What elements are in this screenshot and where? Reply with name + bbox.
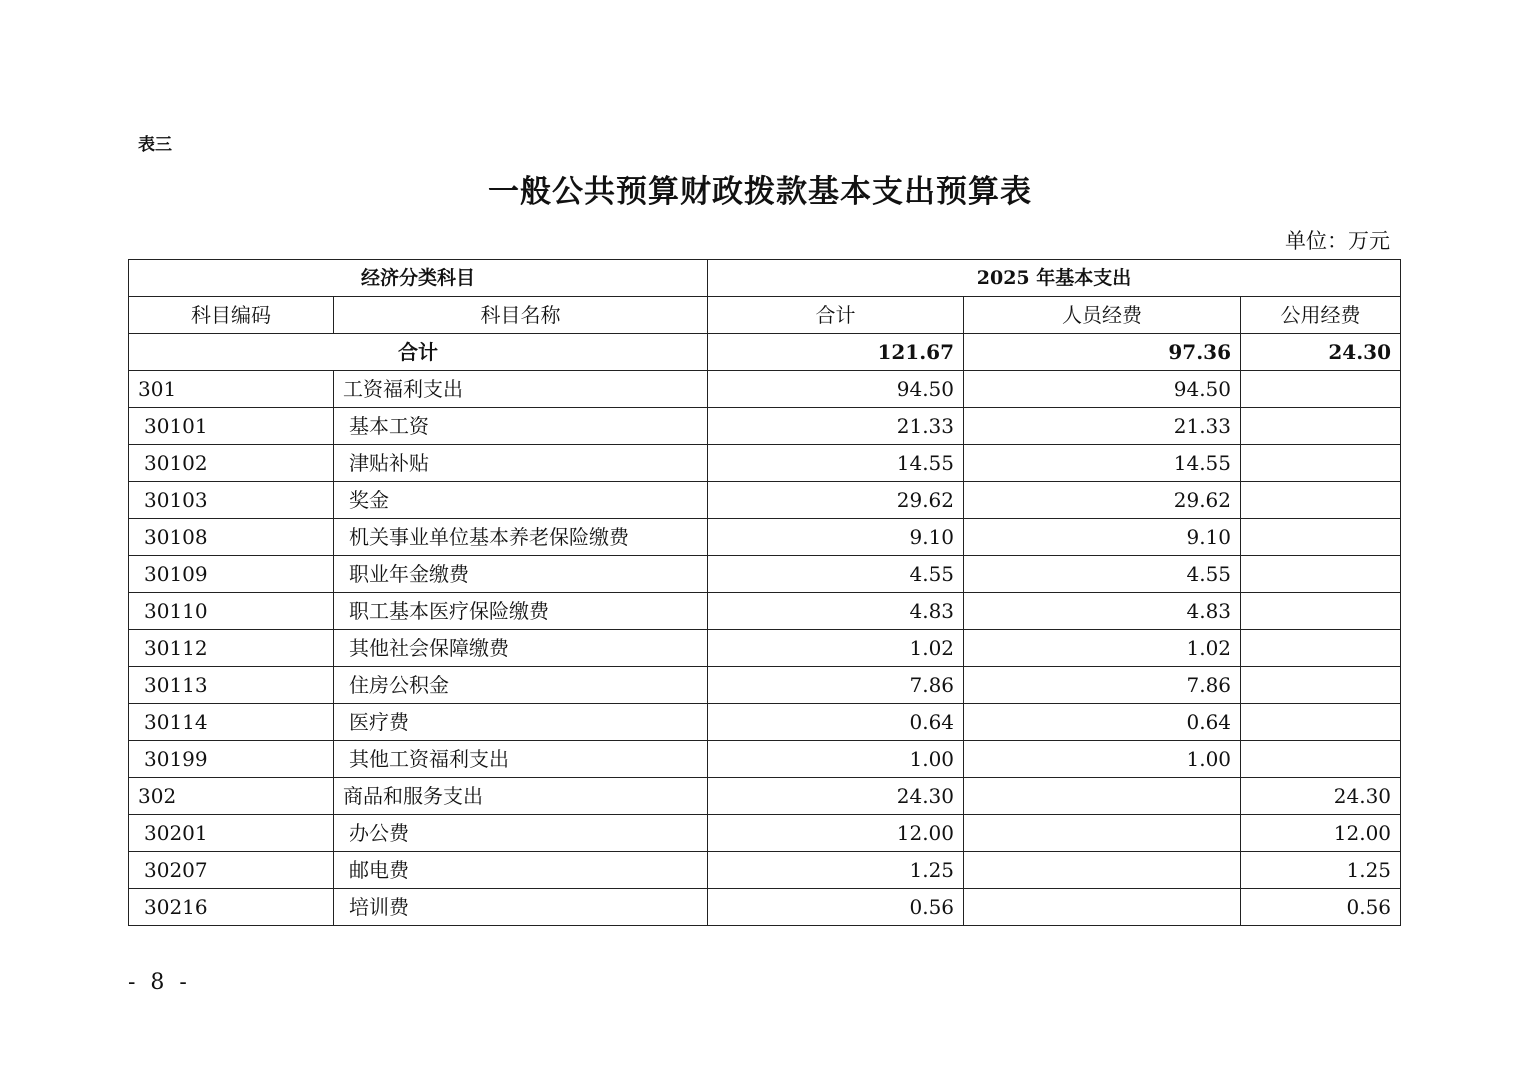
row-code: 302	[129, 778, 334, 815]
row-personnel: 94.50	[964, 371, 1241, 408]
unit-label: 单位：万元	[1285, 229, 1390, 253]
row-name: 职业年金缴费	[334, 556, 708, 593]
header-basic-expenditure-2025: 2025 年基本支出	[708, 260, 1401, 297]
row-total: 4.55	[708, 556, 964, 593]
header-total: 合计	[708, 297, 964, 334]
row-public	[1241, 593, 1401, 630]
row-public	[1241, 445, 1401, 482]
row-name: 其他社会保障缴费	[334, 630, 708, 667]
row-personnel	[964, 778, 1241, 815]
row-public: 24.30	[1241, 778, 1401, 815]
row-public	[1241, 482, 1401, 519]
header-economic-category: 经济分类科目	[129, 260, 708, 297]
row-code: 30112	[129, 630, 334, 667]
table-row	[129, 889, 1401, 926]
row-total: 0.56	[708, 889, 964, 926]
row-total: 4.83	[708, 593, 964, 630]
row-code: 30199	[129, 741, 334, 778]
row-total: 14.55	[708, 445, 964, 482]
row-personnel: 21.33	[964, 408, 1241, 445]
page-title: 一般公共预算财政拨款基本支出预算表	[488, 174, 1032, 210]
table-row	[129, 519, 1401, 556]
page-number: - 8 -	[128, 970, 191, 995]
row-personnel	[964, 852, 1241, 889]
row-name: 其他工资福利支出	[334, 741, 708, 778]
row-public	[1241, 408, 1401, 445]
row-name: 基本工资	[334, 408, 708, 445]
table-row	[129, 741, 1401, 778]
row-public	[1241, 741, 1401, 778]
row-total: 24.30	[708, 778, 964, 815]
row-code: 30101	[129, 408, 334, 445]
row-name: 津贴补贴	[334, 445, 708, 482]
header-columns-row	[129, 297, 1401, 334]
row-code: 30103	[129, 482, 334, 519]
header-subject-code: 科目编码	[129, 297, 334, 334]
row-name: 商品和服务支出	[334, 778, 708, 815]
row-public	[1241, 630, 1401, 667]
table-row	[129, 778, 1401, 815]
row-personnel: 4.83	[964, 593, 1241, 630]
row-total: 1.00	[708, 741, 964, 778]
row-code: 30201	[129, 815, 334, 852]
row-personnel: 29.62	[964, 482, 1241, 519]
table-row	[129, 852, 1401, 889]
header-public-expense: 公用经费	[1241, 297, 1401, 334]
total-row	[129, 334, 1401, 371]
row-name: 培训费	[334, 889, 708, 926]
header-subject-name: 科目名称	[334, 297, 708, 334]
row-personnel	[964, 815, 1241, 852]
table-row	[129, 815, 1401, 852]
row-personnel: 0.64	[964, 704, 1241, 741]
total-row-label: 合计	[129, 334, 708, 371]
table-row	[129, 630, 1401, 667]
table-row	[129, 445, 1401, 482]
row-public	[1241, 519, 1401, 556]
table-row	[129, 704, 1401, 741]
row-total: 94.50	[708, 371, 964, 408]
row-total: 9.10	[708, 519, 964, 556]
row-personnel: 7.86	[964, 667, 1241, 704]
row-name: 办公费	[334, 815, 708, 852]
row-name: 医疗费	[334, 704, 708, 741]
row-name: 奖金	[334, 482, 708, 519]
row-personnel: 9.10	[964, 519, 1241, 556]
row-public	[1241, 667, 1401, 704]
row-code: 30114	[129, 704, 334, 741]
row-code: 30113	[129, 667, 334, 704]
row-public	[1241, 371, 1401, 408]
table-row	[129, 593, 1401, 630]
budget-table	[128, 259, 1401, 926]
row-public: 1.25	[1241, 852, 1401, 889]
row-name: 机关事业单位基本养老保险缴费	[334, 519, 708, 556]
row-public: 12.00	[1241, 815, 1401, 852]
table-label: 表三	[138, 135, 172, 155]
row-public	[1241, 556, 1401, 593]
table-row	[129, 408, 1401, 445]
row-personnel: 4.55	[964, 556, 1241, 593]
row-personnel: 14.55	[964, 445, 1241, 482]
row-total: 0.64	[708, 704, 964, 741]
header-group-row	[129, 260, 1401, 297]
row-total: 29.62	[708, 482, 964, 519]
row-code: 301	[129, 371, 334, 408]
row-code: 30102	[129, 445, 334, 482]
row-personnel: 1.02	[964, 630, 1241, 667]
table-row	[129, 371, 1401, 408]
row-name: 住房公积金	[334, 667, 708, 704]
row-code: 30108	[129, 519, 334, 556]
table-row	[129, 482, 1401, 519]
row-name: 职工基本医疗保险缴费	[334, 593, 708, 630]
table-row	[129, 556, 1401, 593]
row-public	[1241, 704, 1401, 741]
row-public: 0.56	[1241, 889, 1401, 926]
row-total: 1.02	[708, 630, 964, 667]
row-code: 30109	[129, 556, 334, 593]
row-name: 工资福利支出	[334, 371, 708, 408]
row-total: 7.86	[708, 667, 964, 704]
header-personnel-expense: 人员经费	[964, 297, 1241, 334]
table-row	[129, 667, 1401, 704]
row-total: 12.00	[708, 815, 964, 852]
total-row-public: 24.30	[1241, 334, 1401, 371]
row-code: 30110	[129, 593, 334, 630]
total-row-personnel: 97.36	[964, 334, 1241, 371]
row-total: 1.25	[708, 852, 964, 889]
row-personnel	[964, 889, 1241, 926]
total-row-total: 121.67	[708, 334, 964, 371]
row-total: 21.33	[708, 408, 964, 445]
row-code: 30207	[129, 852, 334, 889]
row-personnel: 1.00	[964, 741, 1241, 778]
row-code: 30216	[129, 889, 334, 926]
row-name: 邮电费	[334, 852, 708, 889]
